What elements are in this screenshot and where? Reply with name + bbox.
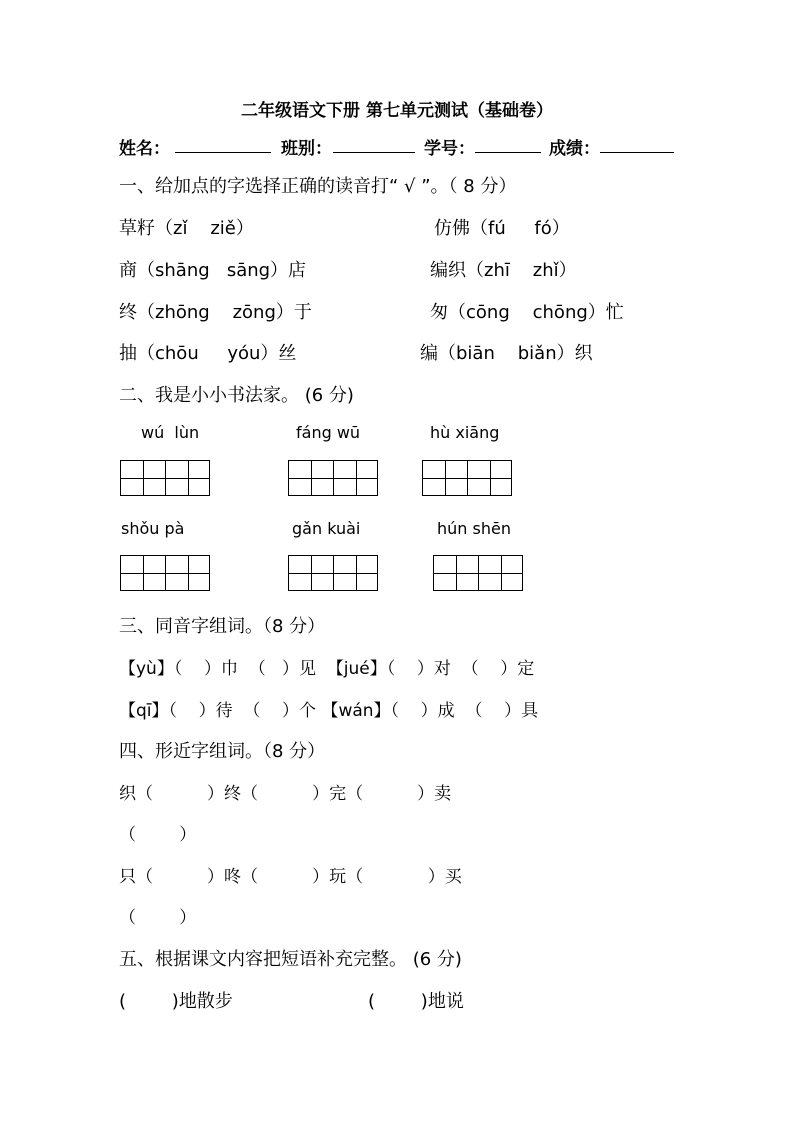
section-5-heading: 五、根据课文内容把短语补充完整。 (6 分) <box>119 949 462 970</box>
name-blank[interactable] <box>175 152 271 153</box>
q1-item-3b: 匆（cōng chōng）忙 <box>430 302 624 323</box>
q5-item-1: ( )地散步 <box>119 991 233 1012</box>
q1-item-1a: 草籽（zǐ ziě） <box>119 218 254 239</box>
q4-line-1: 织（ ）终（ ）完（ ）卖 <box>119 784 452 804</box>
name-label: 姓名： <box>119 139 170 159</box>
q1-item-2a: 商（shāng sāng）店 <box>119 260 307 281</box>
writing-grid-2[interactable] <box>288 460 378 496</box>
q2-pinyin-5: gǎn kuài <box>292 519 361 538</box>
q2-pinyin-6: hún shēn <box>437 519 511 538</box>
score-label: 成绩： <box>549 139 600 159</box>
q1-item-4a: 抽（chōu yóu）丝 <box>119 343 297 364</box>
writing-grid-1[interactable] <box>120 460 210 496</box>
section-4-heading: 四、形近字组词。（8 分） <box>119 741 326 762</box>
writing-grid-5[interactable] <box>288 555 378 591</box>
q1-item-2b: 编织（zhī zhǐ） <box>430 260 577 281</box>
q3-line-2: 【qī】（ ）待 （ ）个 【wán】（ ）成 （ ）具 <box>119 701 539 721</box>
q4-line-2-cont: （ ） <box>119 908 197 928</box>
q2-pinyin-2: fáng wū <box>296 423 361 442</box>
section-3-heading: 三、同音字组词。（8 分） <box>119 616 326 637</box>
class-blank[interactable] <box>333 152 415 153</box>
q3-line-1: 【yù】（ ）巾 （ ）见 【jué】（ ）对 （ ）定 <box>119 659 535 679</box>
page-title: 二年级语文下册 第七单元测试（基础卷） <box>241 101 553 121</box>
q4-line-2: 只（ ）咚（ ）玩（ ）买 <box>119 867 462 887</box>
class-label: 班别： <box>281 139 332 159</box>
q2-pinyin-1: wú lùn <box>141 423 200 442</box>
q5-item-2: ( )地说 <box>368 991 464 1012</box>
q1-item-1b: 仿佛（fú fó） <box>434 218 570 239</box>
q2-pinyin-3: hù xiāng <box>430 423 500 442</box>
number-label: 学号： <box>424 139 475 159</box>
q1-item-4b: 编（biān biǎn）织 <box>420 343 593 364</box>
writing-grid-6[interactable] <box>433 555 523 591</box>
score-blank[interactable] <box>600 152 674 153</box>
q1-item-3a: 终（zhōng zōng）于 <box>119 302 312 323</box>
writing-grid-3[interactable] <box>422 460 512 496</box>
q2-pinyin-4: shǒu pà <box>121 519 185 538</box>
writing-grid-4[interactable] <box>120 555 210 591</box>
section-1-heading: 一、给加点的字选择正确的读音打“ √ ”。（ 8 分） <box>119 176 517 197</box>
q4-line-1-cont: （ ） <box>119 825 197 845</box>
section-2-heading: 二、我是小小书法家。 (6 分) <box>119 385 354 406</box>
number-blank[interactable] <box>475 152 541 153</box>
